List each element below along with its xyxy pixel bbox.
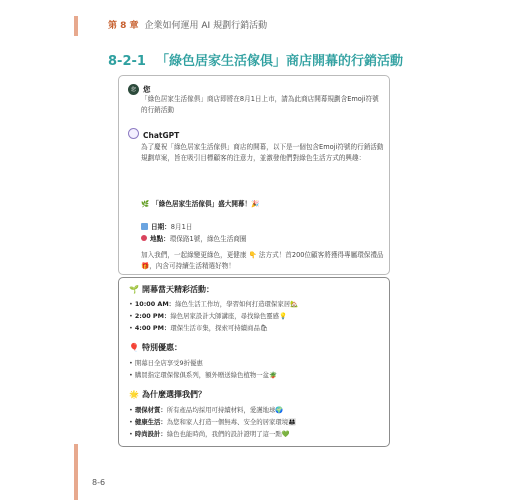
invitation-text: 加入我們，一起綠變更綠色，更健康 👇 法方式！首200位顧客將獲得專屬環保禮品 🎁，內含可持續生活精選好物！ xyxy=(141,251,384,270)
reason-title: 健康生活： xyxy=(134,418,167,426)
page-edge-stripe xyxy=(74,444,78,500)
chat-screenshot-top xyxy=(118,75,390,275)
activities-title: 開幕當天精彩活動： xyxy=(141,285,214,294)
location-label: 地點： xyxy=(150,235,170,243)
activity-item: • 2:00 PM：綠色居家設計大師講座，尋找綠色靈感💡 xyxy=(129,312,287,320)
activity-item: • 10:00 AM：綠色生活工作坊，學習如何打造環保家居🏡 xyxy=(129,300,299,308)
location-value: 環保路1號，綠色生活商圈 xyxy=(169,235,247,243)
offers-title: 特別優惠： xyxy=(141,343,182,352)
chatgpt-logo-icon xyxy=(128,128,139,139)
why-title: 為什麼選擇我們？ xyxy=(141,390,206,399)
seedling-icon: 🌱 xyxy=(129,285,139,294)
event-date xyxy=(141,221,192,231)
reason-item: • 健康生活：為您和家人打造一個無毒、安全的居家環境👨‍👩‍👧 xyxy=(129,418,297,426)
chapter-title: 企業如何運用 AI 規劃行銷活動 xyxy=(144,21,268,31)
headline-text: 「綠色居家生活傢俱」盛大開幕！🎉 xyxy=(152,200,260,208)
reason-title: 環保材質： xyxy=(134,406,167,414)
date-label: 日期： xyxy=(151,223,171,231)
balloon-icon: 🎈 xyxy=(129,343,139,352)
chapter-marker-stripe xyxy=(74,16,78,36)
event-location xyxy=(141,233,247,243)
offer-item: • 開幕日全店享受9折優惠 xyxy=(129,359,203,367)
announcement-headline xyxy=(141,198,259,208)
activity-item: • 4:00 PM：環保生活市集，探索可持續商品🛍 xyxy=(129,324,268,332)
user-avatar-icon: 您 xyxy=(128,84,139,95)
leaf-icon: 🌿 xyxy=(141,200,150,208)
why-heading xyxy=(129,389,206,400)
reason-item: • 時尚設計：綠色也能時尚，我們的設計證明了這一點💚 xyxy=(129,430,290,438)
activity-time: 4:00 PM： xyxy=(134,324,171,332)
user-name: 您 xyxy=(143,85,151,94)
reason-desc: 為您和家人打造一個無毒、安全的居家環境👨‍👩‍👧 xyxy=(166,418,297,426)
assistant-name: ChatGPT xyxy=(143,131,180,140)
reason-desc: 綠色也能時尚，我們的設計證明了這一點💚 xyxy=(166,430,290,438)
chat-screenshot-bottom xyxy=(118,277,390,447)
offers-heading xyxy=(129,342,182,353)
chapter-number: 第 8 章 xyxy=(108,21,139,31)
reason-item: • 環保材質：所有產品均採用可持續材料，愛護地球🌍 xyxy=(129,406,284,414)
calendar-icon xyxy=(141,223,148,230)
section-number: 8-2-1 xyxy=(108,54,146,69)
reason-title: 時尚設計： xyxy=(134,430,167,438)
star-icon: 🌟 xyxy=(129,390,139,399)
activity-desc: 綠色居家設計大師講座，尋找綠色靈感💡 xyxy=(170,312,287,320)
activity-desc: 環保生活市集，探索可持續商品🛍 xyxy=(170,324,268,332)
assistant-intro: 為了慶祝「綠色居家生活傢俱」商店的開幕，以下是一個包含Emoji符號的行銷活動規劃草案，旨在吸引目標顧客的注意力，並激發他們對綠色生活方式的興趣： xyxy=(141,143,384,162)
activity-desc: 綠色生活工作坊，學習如何打造環保家居🏡 xyxy=(175,300,299,308)
date-value: 8月1日 xyxy=(170,223,193,231)
reason-desc: 所有產品均採用可持續材料，愛護地球🌍 xyxy=(166,406,284,414)
section-heading xyxy=(108,50,403,69)
section-title: 「綠色居家生活傢俱」商店開幕的行銷活動 xyxy=(155,54,403,69)
user-prompt: 「綠色居家生活傢俱」商店即將在8月1日上市，請為此商店開幕規劃含Emoji符號的行銷活動 xyxy=(141,95,379,114)
running-header xyxy=(108,18,267,31)
activity-time: 2:00 PM： xyxy=(134,312,171,320)
activity-time: 10:00 AM： xyxy=(134,300,176,308)
activities-heading xyxy=(129,284,214,295)
location-pin-icon xyxy=(141,235,147,241)
offer-item: • 購買指定環保傢俱系列，額外贈送綠色植物一盆🪴 xyxy=(129,371,277,379)
page-number: 8-6 xyxy=(92,478,106,487)
